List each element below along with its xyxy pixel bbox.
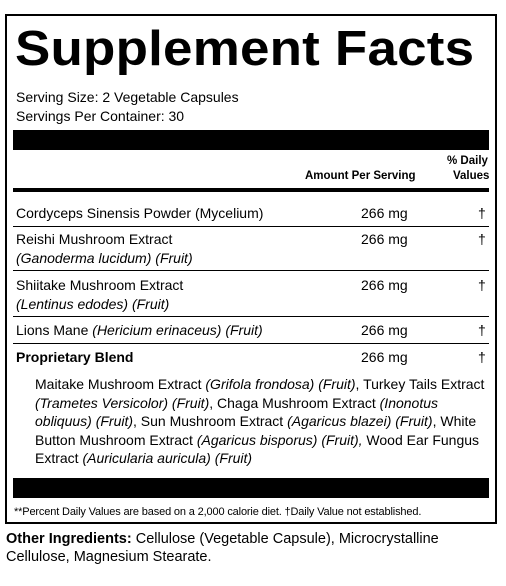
ingredient-amount: 266 mg <box>361 277 408 293</box>
row-divider <box>13 226 489 227</box>
ingredient-name: Reishi Mushroom Extract <box>16 231 173 247</box>
header-divider-bar <box>13 130 489 150</box>
proprietary-blend-name: Proprietary Blend <box>16 349 134 365</box>
daily-values-header-line2: Values <box>453 170 490 182</box>
ingredient-daily-value: † <box>478 205 486 221</box>
ingredient-amount: 266 mg <box>361 231 408 247</box>
daily-values-header-line1: % Daily <box>447 155 488 167</box>
daily-value-footnote: **Percent Daily Values are based on a 2,000 calorie diet. †Daily Value not established. <box>14 506 422 518</box>
ingredient-amount: 266 mg <box>361 205 408 221</box>
row-divider <box>13 316 489 317</box>
servings-per-container: Servings Per Container: 30 <box>16 108 185 124</box>
ingredient-source: (Lentinus edodes) (Fruit) <box>16 296 170 312</box>
serving-size: Serving Size: 2 Vegetable Capsules <box>16 89 239 105</box>
column-header-divider <box>13 188 489 192</box>
ingredient-source: (Ganoderma lucidum) (Fruit) <box>16 250 193 266</box>
ingredient-name: Lions Mane (Hericium erinaceus) (Fruit) <box>16 322 263 338</box>
ingredient-amount: 266 mg <box>361 322 408 338</box>
ingredient-daily-value: † <box>478 277 486 293</box>
supplement-facts-panel <box>5 14 497 524</box>
row-divider <box>13 343 489 344</box>
footer-divider-bar <box>13 478 489 498</box>
ingredient-daily-value: † <box>478 349 486 365</box>
ingredient-daily-value: † <box>478 231 486 247</box>
amount-per-serving-header: Amount Per Serving <box>305 170 416 182</box>
row-divider <box>13 270 489 271</box>
ingredient-name: Cordyceps Sinensis Powder (Mycelium) <box>16 205 264 221</box>
panel-title: Supplement Facts <box>15 22 475 76</box>
other-ingredients: Other Ingredients: Cellulose (Vegetable Capsule), Microcrystalline Cellulose, Magnesium Stearate. <box>6 531 439 565</box>
ingredient-amount: 266 mg <box>361 349 408 365</box>
proprietary-blend-ingredients: Maitake Mushroom Extract (Grifola frondosa) (Fruit), Turkey Tails Extract (Trametes Versicolor) (Fruit), Chaga Mushroom Extract (Inonotus obliquus) (Fruit), Sun Mushroom Extract (Agaricus blazei) (Fruit), White Button Mushroom Extract (Agaricus bisporus) (Fruit), Wood Ear Fungus Extract (Auricularia auricula) (Fruit) <box>35 376 485 466</box>
ingredient-daily-value: † <box>478 322 486 338</box>
ingredient-name: Shiitake Mushroom Extract <box>16 277 184 293</box>
